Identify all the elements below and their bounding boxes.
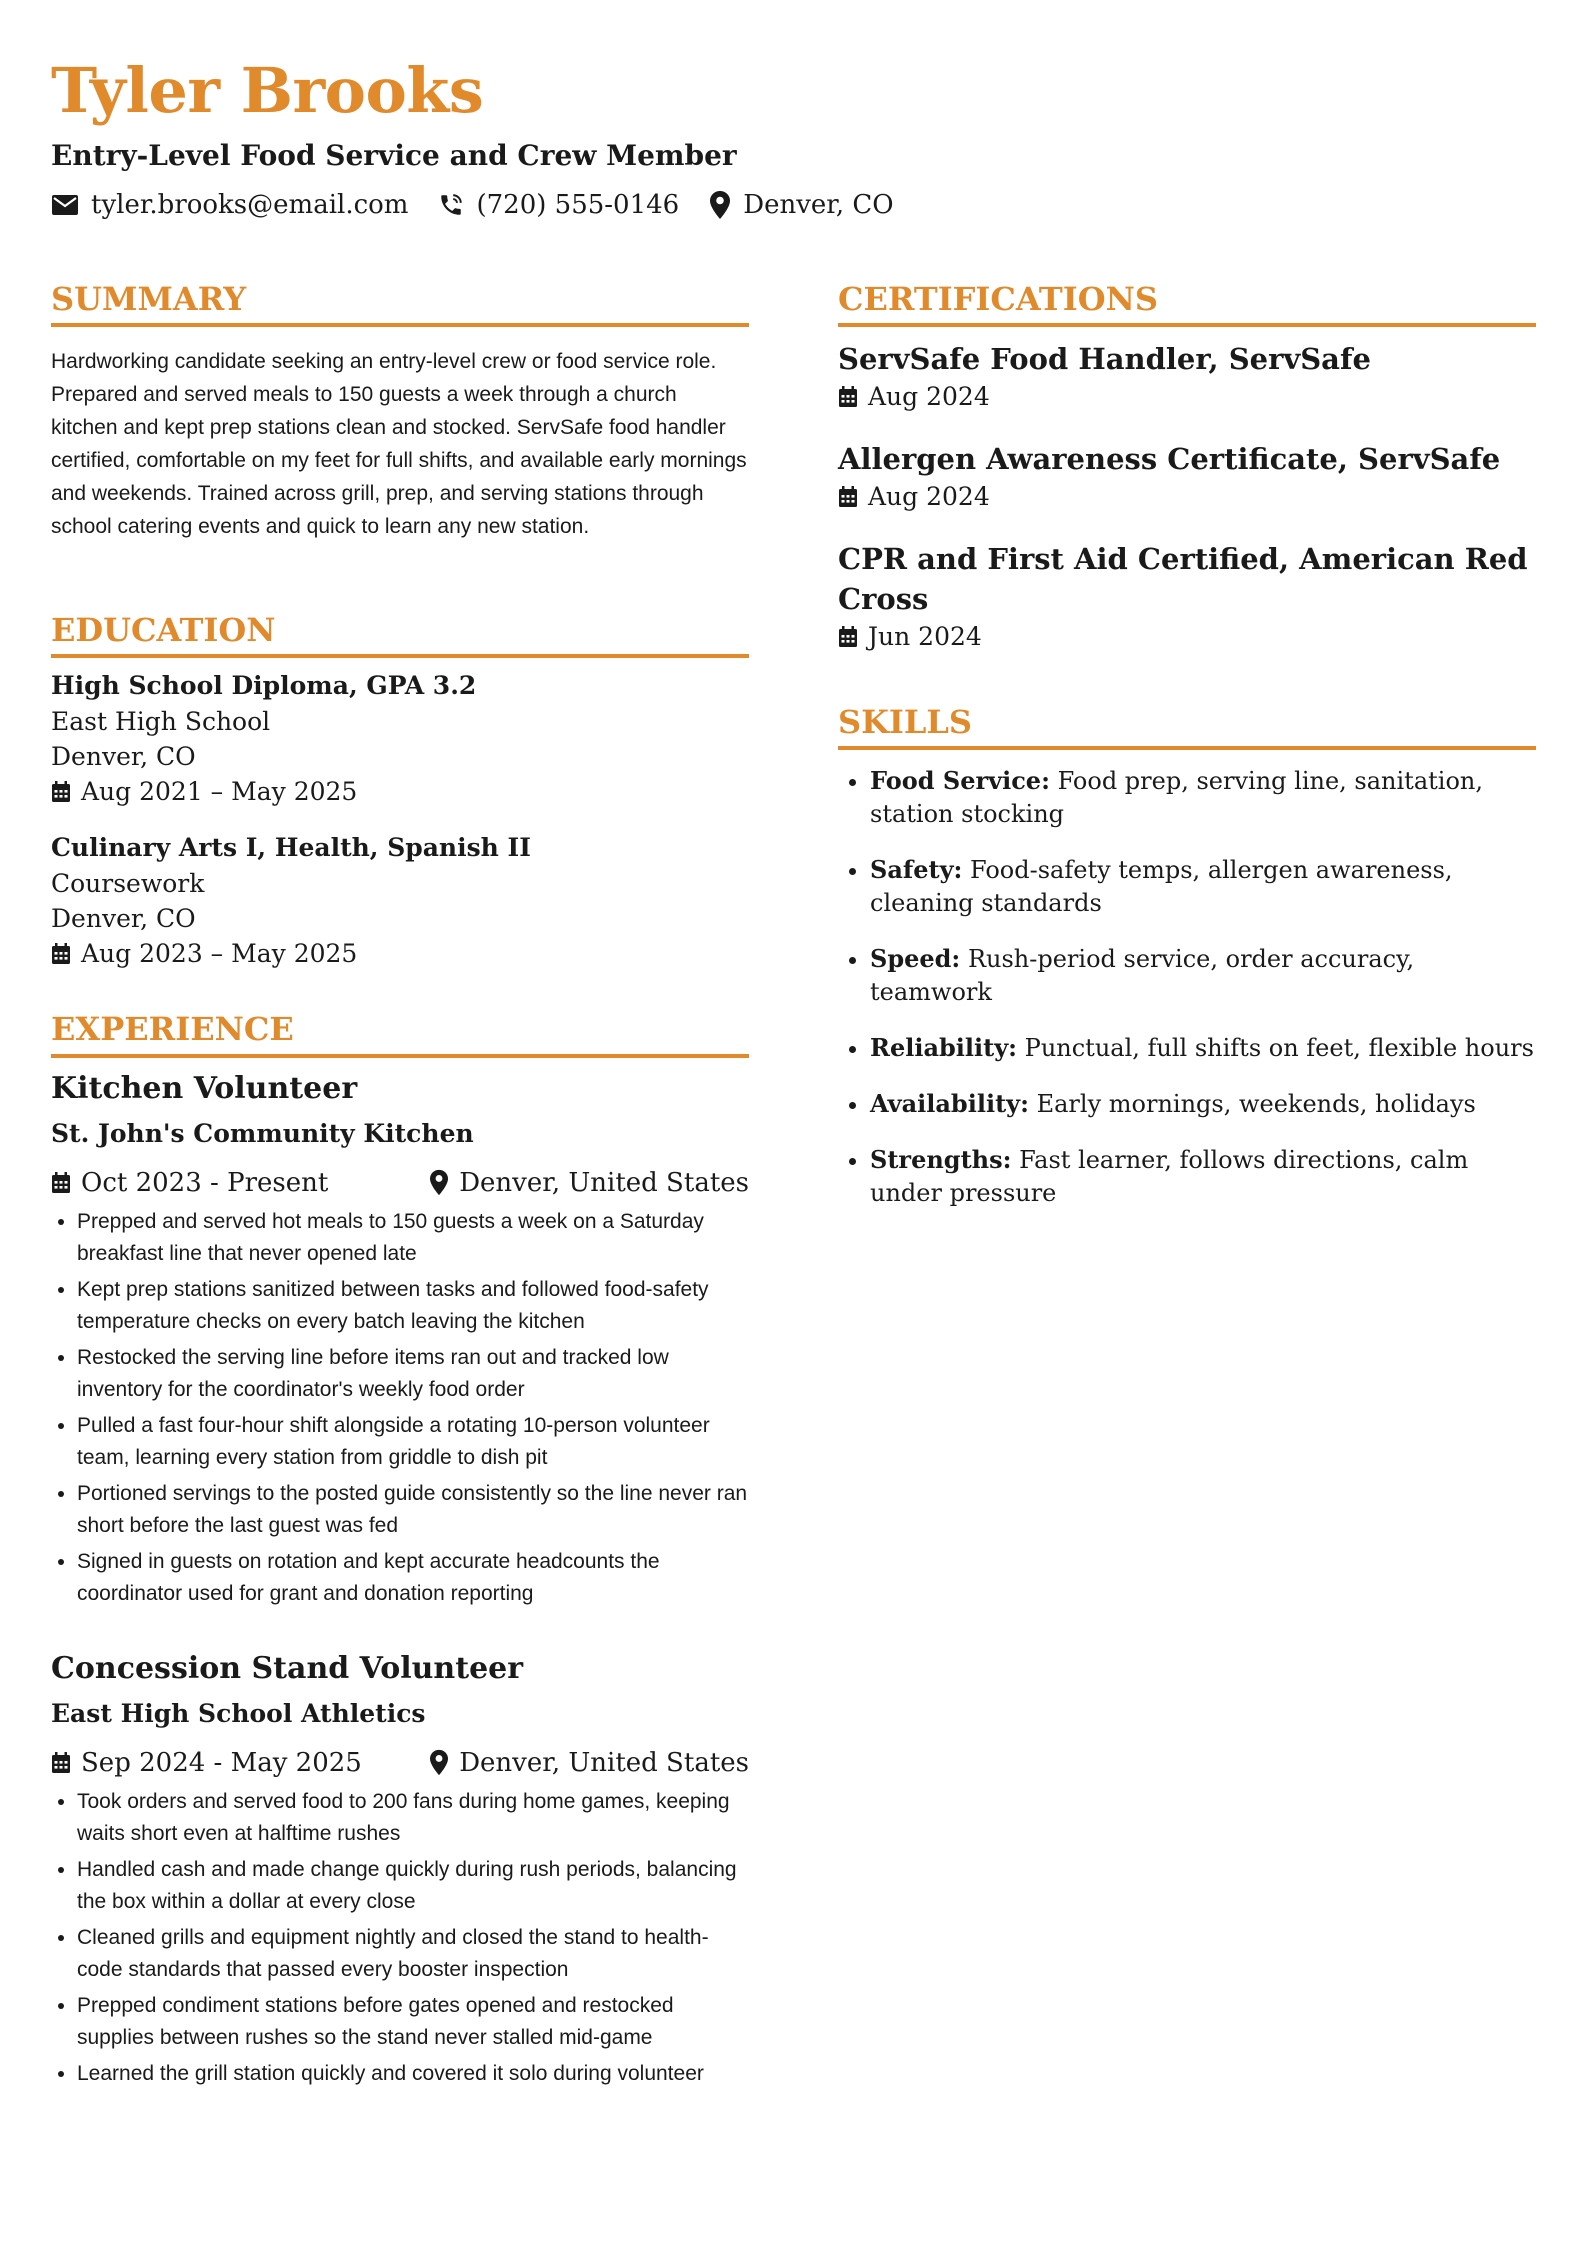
map-pin-icon xyxy=(429,1749,449,1776)
job-bullet: • Restocked the serving line before items ran out and tracked low inventory for the coordinator's weekly food order xyxy=(77,1342,749,1406)
job-dates xyxy=(51,1168,328,1198)
education-dates-text: Aug 2021 – May 2025 xyxy=(81,777,358,807)
calendar-icon xyxy=(838,626,858,648)
summary-heading: SUMMARY xyxy=(51,282,749,327)
job-meta xyxy=(51,1168,749,1198)
education-location: Denver, CO xyxy=(51,904,196,934)
certification-name: ServSafe Food Handler, ServSafe xyxy=(838,342,1371,377)
job-location xyxy=(429,1748,749,1778)
calendar-icon xyxy=(51,1172,71,1194)
email-text: tyler.brooks@email.com xyxy=(91,190,409,221)
contact-email[interactable] xyxy=(51,190,408,220)
right-column xyxy=(838,282,1536,2160)
contact-location xyxy=(709,190,893,220)
job-meta xyxy=(51,1748,749,1778)
certification-item xyxy=(838,339,1536,415)
headline: Entry-Level Food Service and Crew Member xyxy=(51,139,737,173)
education-school: East High School xyxy=(51,707,271,737)
certifications-section xyxy=(838,282,1536,655)
calendar-icon xyxy=(51,781,71,803)
skill-item xyxy=(870,853,1536,920)
contact-phone[interactable] xyxy=(438,190,679,220)
education-section xyxy=(51,613,749,972)
certification-date xyxy=(838,379,1536,415)
job-dates xyxy=(51,1748,362,1778)
skill-text: Punctual, full shifts on feet, flexible hours xyxy=(1024,1034,1534,1063)
skills-list xyxy=(838,764,1536,1210)
skill-text: Food prep, serving line, sanitation, station stocking xyxy=(870,767,1483,829)
calendar-icon xyxy=(51,1752,71,1774)
job-bullet: • Learned the grill station quickly and covered it solo during volunteer xyxy=(77,2058,749,2090)
certification-date-text: Aug 2024 xyxy=(868,382,990,412)
job-dates-text: Oct 2023 - Present xyxy=(81,1167,329,1198)
certification-date xyxy=(838,619,1536,655)
skill-label: Availability: xyxy=(870,1089,1029,1119)
job-bullet: • Cleaned grills and equipment nightly and closed the stand to health-code standards that passed every booster inspection xyxy=(77,1922,749,1986)
education-heading: EDUCATION xyxy=(51,613,749,658)
left-column xyxy=(51,282,749,2160)
skill-text: Food-safety temps, allergen awareness, cleaning standards xyxy=(870,856,1453,918)
job-bullet: • Portioned servings to the posted guide consistently so the line never ran short before the last guest was fed xyxy=(77,1478,749,1542)
education-degree: Culinary Arts I, Health, Spanish II xyxy=(51,833,531,863)
skills-section xyxy=(838,705,1536,1210)
skill-text: Rush-period service, order accuracy, teamwork xyxy=(870,945,1415,1007)
certification-name: CPR and First Aid Certified, American Red Cross xyxy=(838,542,1528,617)
certifications-heading: CERTIFICATIONS xyxy=(838,282,1536,327)
certification-item xyxy=(838,539,1536,655)
certification-item xyxy=(838,439,1536,515)
skill-label: Speed: xyxy=(870,944,961,974)
skill-text: Fast learner, follows directions, calm under pressure xyxy=(870,1146,1469,1208)
job-entry xyxy=(51,1068,749,1610)
job-location-text: Denver, United States xyxy=(459,1747,749,1778)
job-bullet: • Prepped condiment stations before gates opened and restocked supplies between rushes so the stand never stalled mid-game xyxy=(77,1990,749,2054)
job-bullet: • Prepped and served hot meals to 150 guests a week on a Saturday breakfast line that never opened late xyxy=(77,1206,749,1270)
job-dates-text: Sep 2024 - May 2025 xyxy=(81,1747,362,1778)
job-location-text: Denver, United States xyxy=(459,1167,749,1198)
job-bullets xyxy=(51,1786,749,2090)
certification-name: Allergen Awareness Certificate, ServSafe xyxy=(838,442,1501,477)
skill-item xyxy=(870,1087,1536,1121)
experience-heading: EXPERIENCE xyxy=(51,1012,749,1057)
skill-text: Early mornings, weekends, holidays xyxy=(1036,1090,1476,1119)
education-school: Coursework xyxy=(51,869,205,899)
calendar-icon xyxy=(838,486,858,508)
certification-date xyxy=(838,479,1536,515)
job-title: Kitchen Volunteer xyxy=(51,1070,358,1106)
phone-text: (720) 555-0146 xyxy=(476,190,680,221)
job-bullets xyxy=(51,1206,749,1610)
skill-label: Food Service: xyxy=(870,766,1050,796)
job-entry xyxy=(51,1648,749,2090)
job-company: St. John's Community Kitchen xyxy=(51,1118,474,1148)
envelope-icon xyxy=(51,194,79,216)
candidate-name: Tyler Brooks xyxy=(51,54,484,127)
certification-date-text: Jun 2024 xyxy=(868,622,982,652)
job-location xyxy=(429,1168,749,1198)
map-pin-icon xyxy=(709,190,731,220)
skill-item xyxy=(870,942,1536,1009)
summary-section xyxy=(51,282,749,543)
education-item xyxy=(51,830,749,972)
skill-item xyxy=(870,1031,1536,1065)
education-degree: High School Diploma, GPA 3.2 xyxy=(51,671,477,701)
summary-text: Hardworking candidate seeking an entry-level crew or food service role. Prepared and served meals to 150 guests a week through a church kitchen and kept prep stations clean and stocked. ServSafe food handler certified, comfortable on my feet for full shifts, and available early mornings and weekends. Trained across grill, prep, and serving stations through school catering events and quick to learn any new station. xyxy=(51,350,747,539)
calendar-icon xyxy=(51,943,71,965)
two-column-layout xyxy=(51,282,1536,2160)
education-dates-text: Aug 2023 – May 2025 xyxy=(81,939,358,969)
job-title: Concession Stand Volunteer xyxy=(51,1650,524,1686)
job-bullet: • Pulled a fast four-hour shift alongside a rotating 10-person volunteer team, learning every station from griddle to dish pit xyxy=(77,1410,749,1474)
skill-item xyxy=(870,764,1536,831)
education-dates xyxy=(51,774,749,810)
phone-icon xyxy=(438,192,464,218)
job-bullet: • Kept prep stations sanitized between tasks and followed food-safety temperature checks on every batch leaving the kitchen xyxy=(77,1274,749,1338)
location-text: Denver, CO xyxy=(743,190,894,221)
job-company: East High School Athletics xyxy=(51,1698,426,1728)
job-bullet: • Took orders and served food to 200 fans during home games, keeping waits short even at halftime rushes xyxy=(77,1786,749,1850)
skill-label: Strengths: xyxy=(870,1145,1012,1175)
job-bullet: • Handled cash and made change quickly during rush periods, balancing the box within a dollar at every close xyxy=(77,1854,749,1918)
map-pin-icon xyxy=(429,1169,449,1196)
calendar-icon xyxy=(838,386,858,408)
skill-item xyxy=(870,1143,1536,1210)
skill-label: Reliability: xyxy=(870,1033,1018,1063)
education-dates xyxy=(51,936,749,972)
education-item xyxy=(51,668,749,810)
education-location: Denver, CO xyxy=(51,742,196,772)
job-bullet: • Signed in guests on rotation and kept accurate headcounts the coordinator used for grant and donation reporting xyxy=(77,1546,749,1610)
experience-section xyxy=(51,1012,749,2089)
skill-label: Safety: xyxy=(870,855,963,885)
certification-date-text: Aug 2024 xyxy=(868,482,990,512)
contact-bar xyxy=(51,190,1536,220)
skills-heading: SKILLS xyxy=(838,705,1536,750)
